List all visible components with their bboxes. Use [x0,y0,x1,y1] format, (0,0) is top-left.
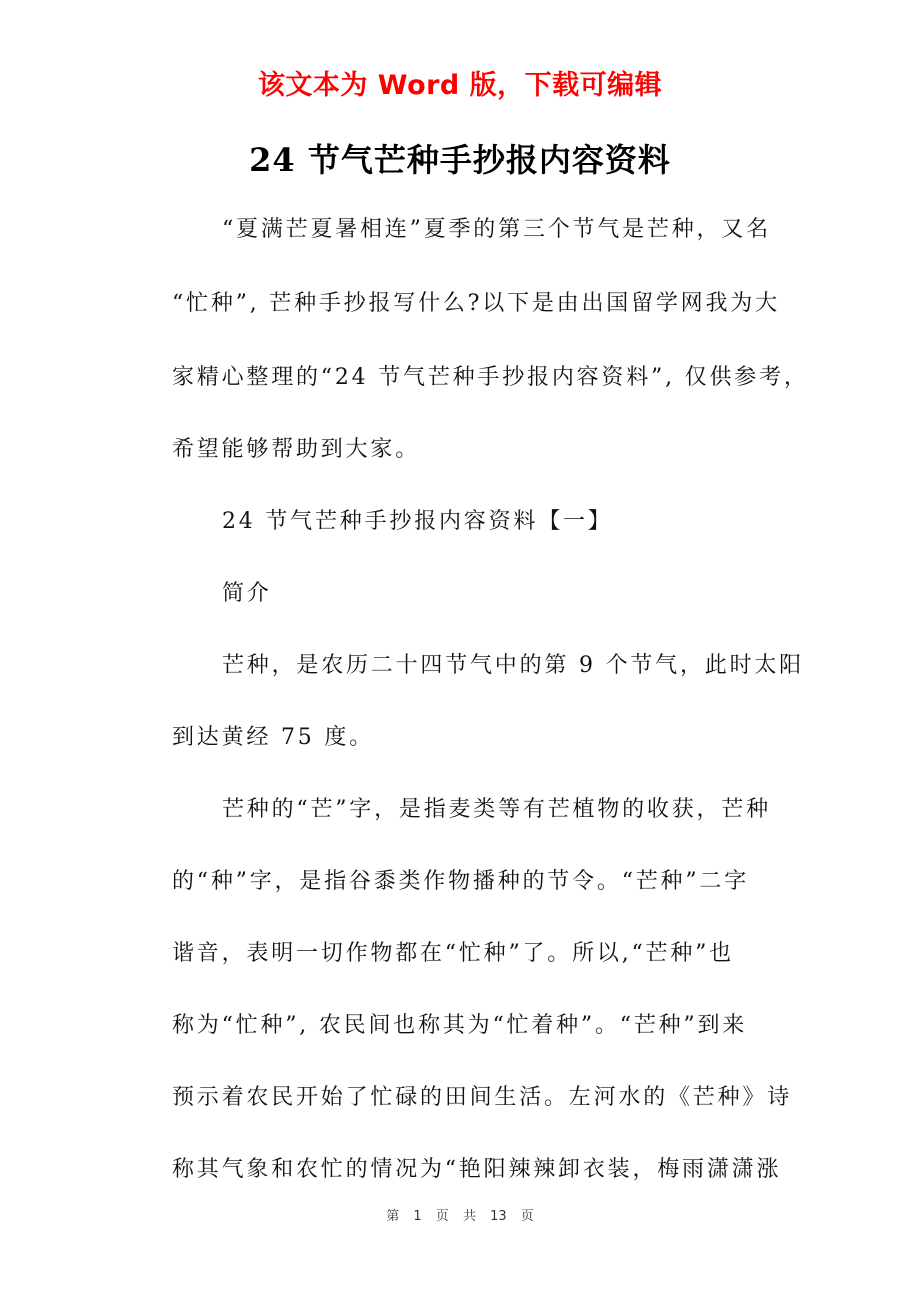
footer-page-word: 页 [435,1209,449,1224]
paragraph-meaning-line-2: 的“种”字，是指谷黍类作物播种的节令。“芒种”二字 [172,869,749,894]
document-title: 24 节气芒种手抄报内容资料 [249,141,671,179]
paragraph-meaning-line-6: 称其气象和农忙的情况为“艳阳辣辣卸衣装，梅雨潇潇涨 [172,1157,782,1182]
paragraph-meaning-line-4: 称为“忙种”, 农民间也称其为“忙着种”。“芒种”到来 [172,1013,748,1038]
paragraph-intro-line-2: “忙种”, 芒种手抄报写什么?以下是由出国留学网我为大 [172,291,780,316]
paragraph-summary-line-2: 到达黄经 75 度。 [172,725,374,750]
paragraph-meaning-line-3: 谐音，表明一切作物都在“忙种”了。所以,“芒种”也 [172,941,734,966]
word-version-banner: 该文本为 Word 版，下载可编辑 [257,70,663,101]
paragraph-summary-line-1: 芒种，是农历二十四节气中的第 9 个节气，此时太阳 [222,653,804,678]
footer-prefix: 第 [386,1209,400,1224]
paragraph-meaning-line-5: 预示着农民开始了忙碌的田间生活。左河水的《芒种》诗 [172,1085,793,1110]
subheading-intro: 简介 [222,581,272,606]
section-heading-1: 24 节气芒种手抄报内容资料【一】 [222,509,613,534]
footer-total-word: 共 [462,1209,476,1224]
page-number-footer [0,1208,920,1226]
footer-suffix: 页 [520,1209,534,1224]
current-page-number: 1 [413,1209,422,1224]
paragraph-intro-line-4: 希望能够帮助到大家。 [172,437,421,462]
total-page-count: 13 [490,1209,507,1224]
paragraph-meaning-line-1: 芒种的“芒”字，是指麦类等有芒植物的收获，芒种 [222,797,771,822]
paragraph-intro-line-3: 家精心整理的“24 节气芒种手抄报内容资料”, 仅供参考， [172,365,809,390]
paragraph-intro-line-1: “夏满芒夏暑相连”夏季的第三个节气是芒种，又名 [222,217,771,242]
